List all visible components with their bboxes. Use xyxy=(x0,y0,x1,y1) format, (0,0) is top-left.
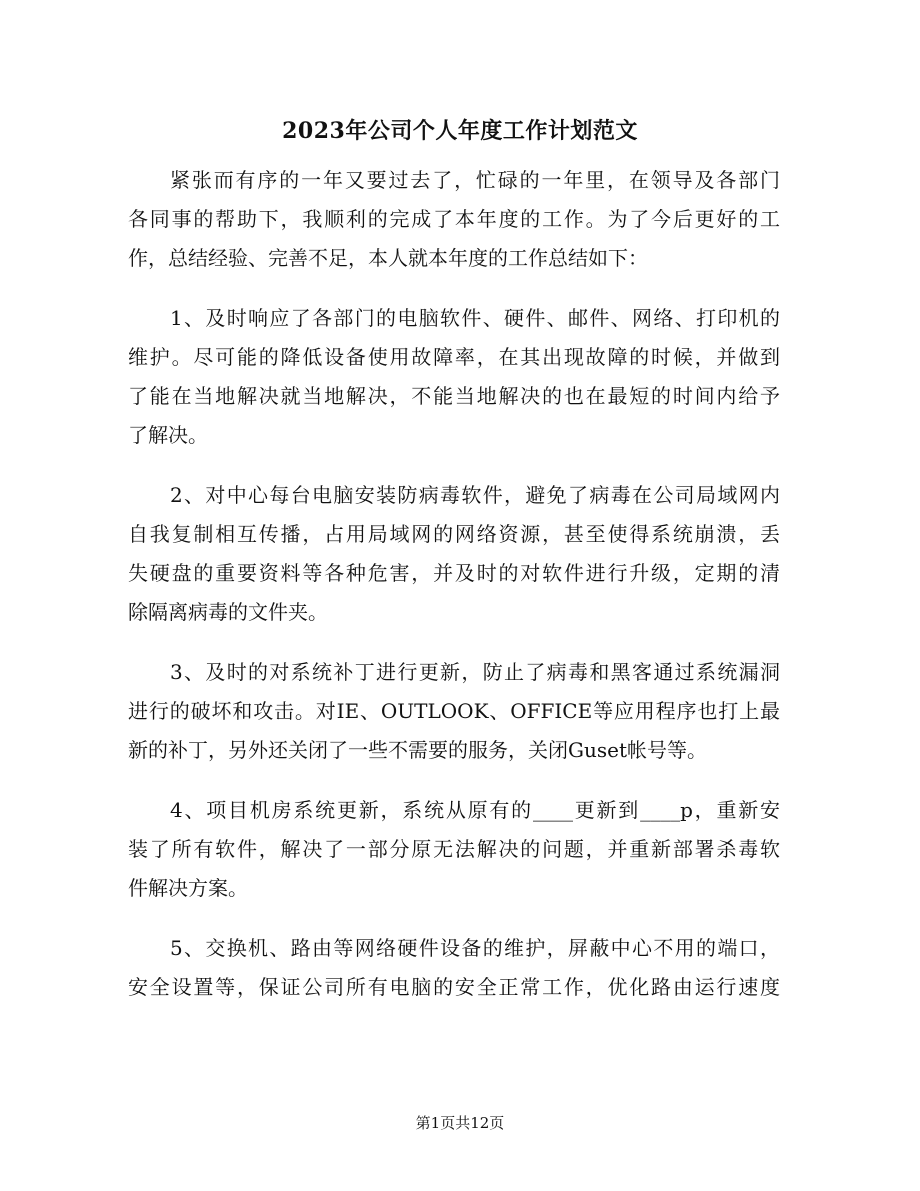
text-line: 了能在当地解决就当地解决，不能当地解决的也在最短的时间内给予 xyxy=(128,384,780,408)
text-line: 装了所有软件，解决了一部分原无法解决的问题，并重新部署杀毒软 xyxy=(128,837,780,861)
text-line: 紧张而有序的一年又要过去了，忙碌的一年里，在领导及各部门 xyxy=(170,168,780,192)
text-line: 失硬盘的重要资料等各种危害，并及时的对软件进行升级，定期的清 xyxy=(128,561,780,585)
text-line: 4、项目机房系统更新，系统从原有的____更新到____p，重新安 xyxy=(170,798,780,822)
paragraph xyxy=(128,161,780,278)
text-line: 新的补丁，另外还关闭了一些不需要的服务，关闭Guset帐号等。 xyxy=(128,738,707,762)
text-line: 自我复制相互传播，占用局域网的网络资源，甚至使得系统崩溃，丢 xyxy=(128,522,780,546)
document-body xyxy=(128,161,780,1028)
paragraph xyxy=(128,653,780,770)
page-footer: 第1页共12页 xyxy=(415,1114,505,1132)
paragraph xyxy=(128,476,780,632)
text-line: 维护。尽可能的降低设备使用故障率，在其出现故障的时候，并做到 xyxy=(128,345,780,369)
text-line: 进行的破坏和攻击。对IE、OUTLOOK、OFFICE等应用程序也打上最 xyxy=(128,699,780,723)
document-title: 2023年公司个人年度工作计划范文 xyxy=(282,118,638,144)
paragraph xyxy=(128,299,780,455)
text-line: 件解决方案。 xyxy=(128,876,248,900)
paragraph xyxy=(128,791,780,908)
text-line: 安全设置等，保证公司所有电脑的安全正常工作，优化路由运行速度 xyxy=(128,975,780,999)
paragraph xyxy=(128,929,780,1007)
text-line: 各同事的帮助下，我顺利的完成了本年度的工作。为了今后更好的工 xyxy=(128,207,780,231)
text-line: 3、及时的对系统补丁进行更新，防止了病毒和黑客通过系统漏洞 xyxy=(170,660,780,684)
text-line: 1、及时响应了各部门的电脑软件、硬件、邮件、网络、打印机的 xyxy=(170,306,780,330)
text-line: 2、对中心每台电脑安装防病毒软件，避免了病毒在公司局域网内 xyxy=(170,483,780,507)
text-line: 5、交换机、路由等网络硬件设备的维护，屏蔽中心不用的端口， xyxy=(170,936,780,960)
text-line: 了解决。 xyxy=(128,423,208,447)
text-line: 除隔离病毒的文件夹。 xyxy=(128,600,328,624)
text-line: 作，总结经验、完善不足，本人就本年度的工作总结如下： xyxy=(128,246,648,270)
